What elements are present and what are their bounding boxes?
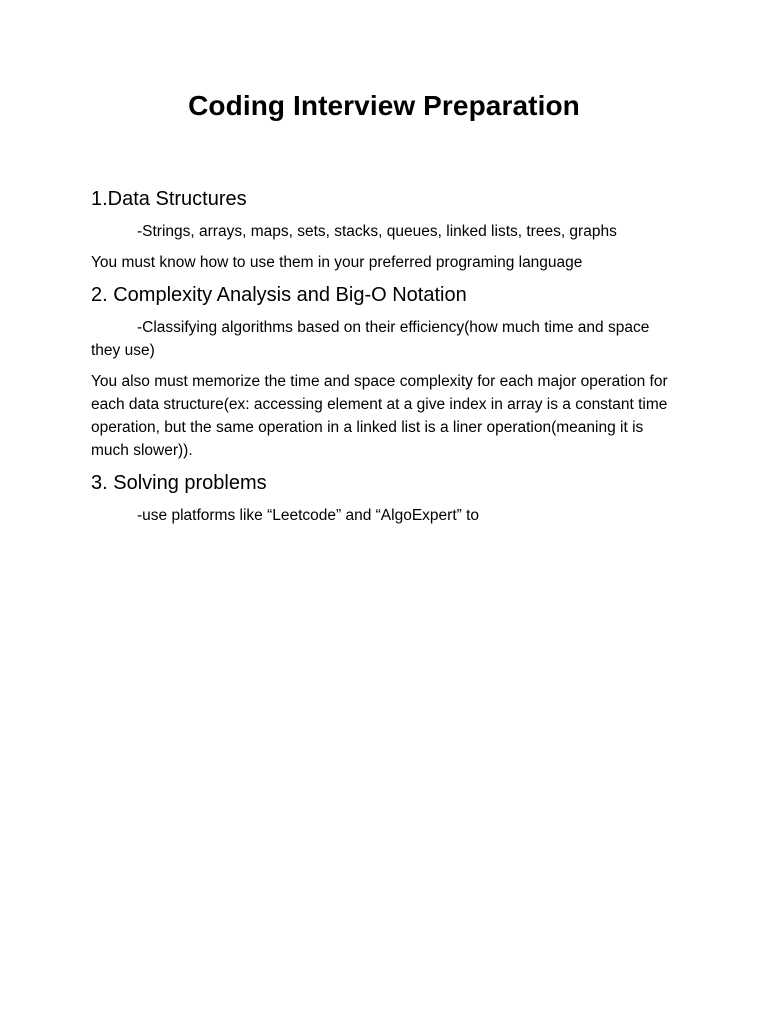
section-heading-data-structures: 1.Data Structures bbox=[91, 188, 247, 210]
page-title: Coding Interview Preparation bbox=[188, 90, 580, 121]
section-list-solving-problems: -use platforms like “Leetcode” and “AlgoExpert” to bbox=[137, 507, 480, 524]
document-body bbox=[91, 184, 681, 527]
section-heading-complexity-analysis: 2. Complexity Analysis and Big-O Notation bbox=[91, 284, 467, 306]
section-heading-solving-problems: 3. Solving problems bbox=[91, 472, 267, 494]
section-list-complexity-analysis: -Classifying algorithms based on their efficiency(how much time and space they use) bbox=[91, 319, 650, 359]
section-paragraph-complexity-analysis: You also must memorize the time and space complexity for each major operation for each data structure(ex: accessing element at a give index in array is a constant time operation, but the same operation in a linked list is a liner operation(meaning it is much slower)). bbox=[91, 373, 668, 459]
section-paragraph-data-structures: You must know how to use them in your preferred programing language bbox=[91, 254, 583, 271]
section-list-data-structures: -Strings, arrays, maps, sets, stacks, queues, linked lists, trees, graphs bbox=[137, 223, 617, 240]
